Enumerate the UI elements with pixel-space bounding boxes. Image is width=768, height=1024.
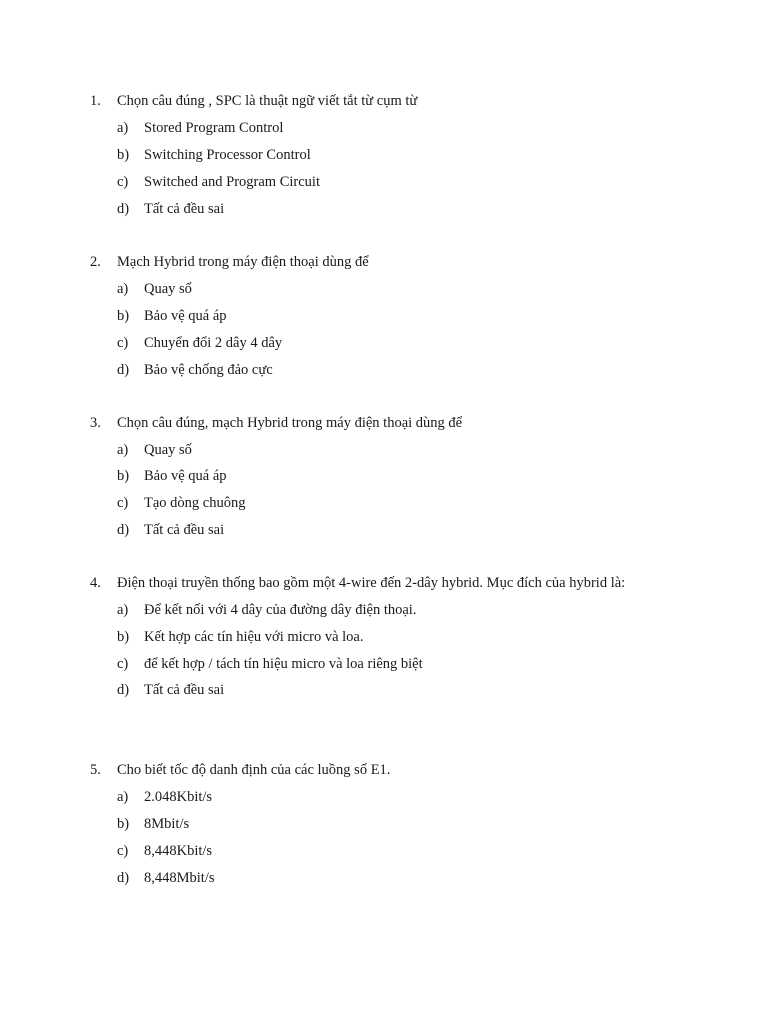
question-line [0, 572, 760, 594]
option-letter: d) [117, 201, 130, 217]
option-letter: b) [117, 816, 130, 832]
option-letter: b) [117, 308, 130, 324]
option-b [0, 305, 760, 327]
option-b [0, 813, 760, 835]
option-b [0, 465, 760, 487]
option-b [0, 626, 760, 648]
option-letter: c) [117, 656, 129, 672]
option-text: Kết hợp các tín hiệu với micro và loa. [144, 629, 364, 645]
question-text: Cho biết tốc độ danh định của các luồng số E1. [117, 762, 391, 778]
option-c [0, 492, 760, 514]
option-letter: a) [117, 602, 129, 618]
option-letter: a) [117, 442, 129, 458]
option-text: Bảo vệ quá áp [144, 468, 227, 484]
question-number: 4. [90, 575, 101, 591]
question-text: Mạch Hybrid trong máy điện thoại dùng để [117, 254, 369, 270]
option-letter: a) [117, 281, 129, 297]
option-letter: d) [117, 362, 130, 378]
option-text: Bảo vệ chống đảo cực [144, 362, 273, 378]
question-line [0, 412, 760, 434]
option-text: Quay số [144, 442, 192, 458]
option-letter: a) [117, 120, 129, 136]
question-line [0, 251, 760, 273]
option-text: Quay số [144, 281, 192, 297]
option-a [0, 278, 760, 300]
option-letter: c) [117, 174, 129, 190]
option-text: Tất cả đều sai [144, 522, 225, 538]
option-letter: c) [117, 843, 129, 859]
question-number: 2. [90, 254, 101, 270]
option-c [0, 840, 760, 862]
option-text: 8Mbit/s [144, 816, 190, 832]
option-text: Tất cả đều sai [144, 201, 225, 217]
option-text: Để kết nối với 4 dây của đường dây điện thoại. [144, 602, 417, 618]
option-text: Bảo vệ quá áp [144, 308, 227, 324]
option-text: 8,448Kbit/s [144, 843, 213, 859]
option-a [0, 599, 760, 621]
option-d [0, 359, 760, 381]
option-d [0, 519, 760, 541]
option-a [0, 439, 760, 461]
option-letter: b) [117, 147, 130, 163]
option-letter: b) [117, 629, 130, 645]
option-text: Chuyển đổi 2 dây 4 dây [144, 335, 283, 351]
option-a [0, 117, 760, 139]
option-d [0, 679, 760, 701]
option-text: để kết hợp / tách tín hiệu micro và loa riêng biệt [144, 656, 423, 672]
option-c [0, 653, 760, 675]
option-c [0, 332, 760, 354]
option-letter: c) [117, 335, 129, 351]
question-text: Chọn câu đúng, mạch Hybrid trong máy điện thoại dùng để [117, 415, 463, 431]
option-d [0, 867, 760, 889]
option-c [0, 171, 760, 193]
option-letter: d) [117, 522, 130, 538]
option-letter: d) [117, 682, 130, 698]
option-a [0, 786, 760, 808]
option-letter: a) [117, 789, 129, 805]
option-text: Tạo dòng chuông [144, 495, 246, 511]
question-text: Chọn câu đúng , SPC là thuật ngữ viết tắt từ cụm từ [117, 93, 418, 109]
option-text: 8,448Mbit/s [144, 870, 215, 886]
question-text: Điện thoại truyền thống bao gồm một 4-wire đến 2-dây hybrid. Mục đích của hybrid là: [117, 575, 626, 591]
question-number: 5. [90, 762, 101, 778]
option-text: Switching Processor Control [144, 147, 311, 163]
question-number: 3. [90, 415, 101, 431]
question-number: 1. [90, 93, 101, 109]
question-line [0, 759, 760, 781]
option-letter: d) [117, 870, 130, 886]
option-b [0, 144, 760, 166]
option-text: Tất cả đều sai [144, 682, 225, 698]
question-line [0, 90, 760, 112]
option-text: Stored Program Control [144, 120, 284, 136]
option-d [0, 198, 760, 220]
option-text: 2.048Kbit/s [144, 789, 213, 805]
option-text: Switched and Program Circuit [144, 174, 320, 190]
option-letter: b) [117, 468, 130, 484]
option-letter: c) [117, 495, 129, 511]
